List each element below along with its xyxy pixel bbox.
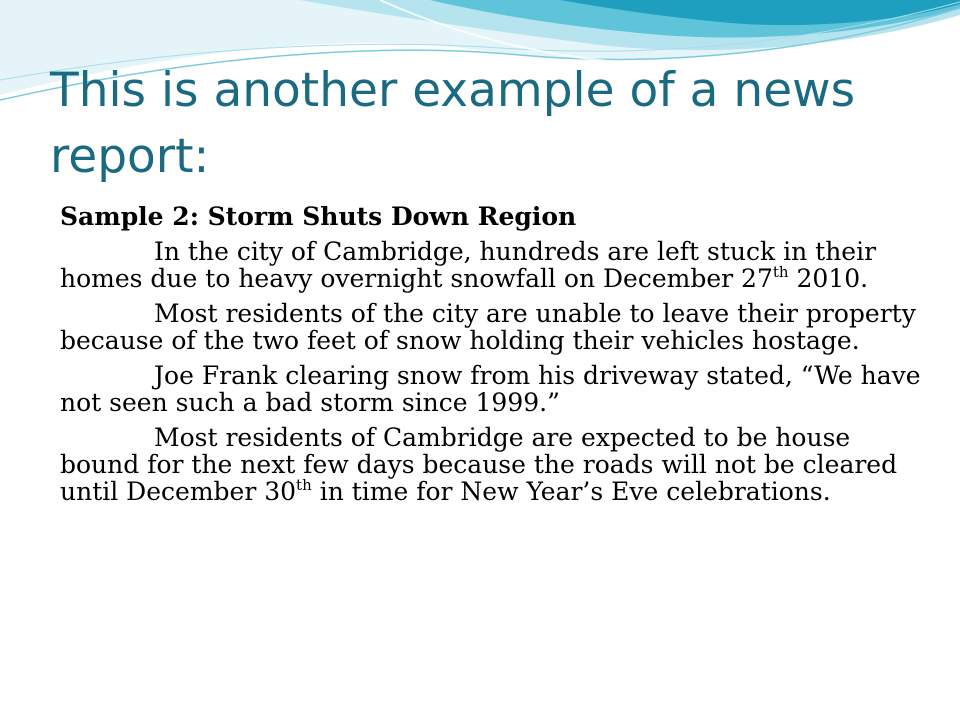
paragraph-4-tail: in time for New Year’s Eve celebrations.	[311, 477, 831, 506]
paragraph-1	[60, 238, 930, 292]
paragraph-3: Joe Frank clearing snow from his driveway stated, “We have not seen such a bad storm since 1999.”	[60, 361, 921, 417]
paragraph-2: Most residents of the city are unable to leave their property because of the two feet of snow holding their vehicles hostage.	[60, 299, 916, 355]
slide-title: This is another example of a news report:	[50, 63, 856, 184]
paragraph-1-text: In the city of Cambridge, hundreds are left stuck in their homes due to heavy overnight snowfall on December 27	[60, 237, 877, 293]
paragraph-4	[60, 424, 930, 505]
paragraph-1-tail: 2010.	[788, 264, 869, 293]
paragraph-4-sup: th	[296, 476, 312, 494]
paragraph-1-sup: th	[772, 263, 789, 281]
slide-content	[60, 203, 930, 513]
paragraph-4-text: Most residents of Cambridge are expected to be house bound for the next few days because the roads will not be cleared until December 30	[60, 423, 898, 506]
sample-heading: Sample 2: Storm Shuts Down Region	[60, 202, 577, 231]
